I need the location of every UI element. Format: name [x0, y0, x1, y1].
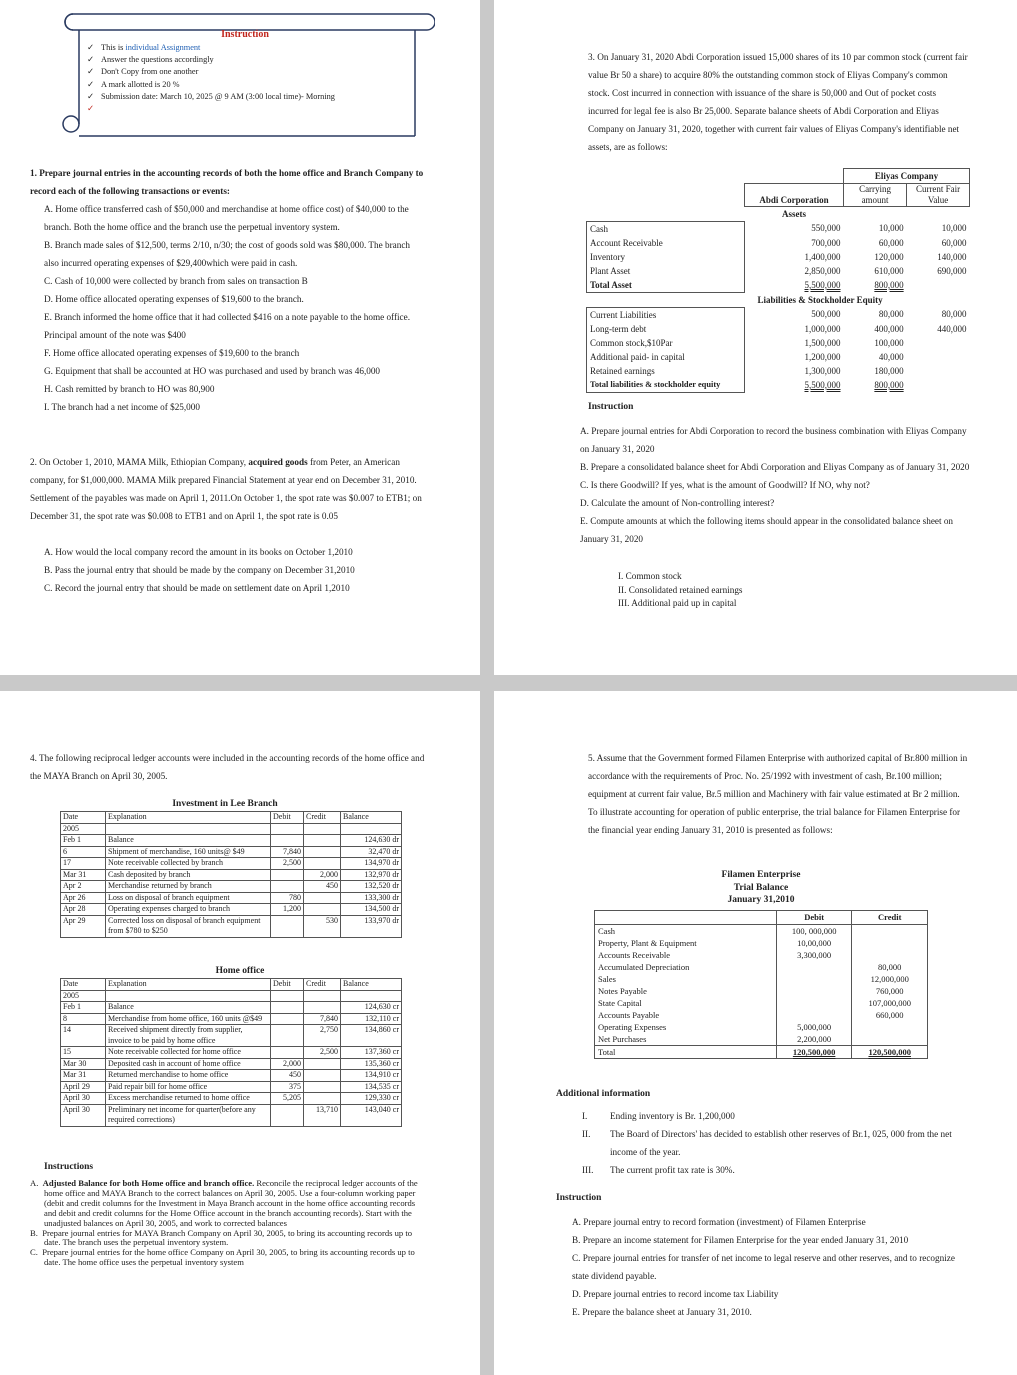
table-cell: 124,630 dr: [341, 835, 402, 847]
table-row: [61, 892, 402, 904]
home-office-ledger-table: [60, 978, 402, 1127]
q4-instructions: [30, 1179, 425, 1268]
table-cell: [271, 915, 304, 937]
q3-subitem: I. Common stock: [618, 571, 682, 581]
table-row: [61, 1093, 402, 1105]
q5-item: C. Prepare journal entries for transfer of net income to legal reserve and other reserves, and to recognize state dividend payable.: [572, 1253, 955, 1281]
table-cell: 107,000,000: [852, 997, 928, 1009]
table-cell: Apr 29: [61, 915, 106, 937]
table-cell: [271, 881, 304, 893]
question-5-text: 5. Assume that the Government formed Filamen Enterprise with authorized capital of Br.800 million in accordance with the requirements of Proc. No. 25/1992 with investment of cash, Br.100 million; equipment at current fair value, Br.5 million and Machinery with fair value estimated at Br 2 million. To illustrate accounting for operation of public enterprise, the trial balance for Filamen Enterprise for the financial year ending January 31, 2010 is presented as follows:: [588, 753, 968, 835]
table-row: [61, 846, 402, 858]
table-cell: 7,840: [271, 846, 304, 858]
table-cell: [271, 1104, 304, 1126]
table-row: Account Receivable 700,000 60,000 60,000: [587, 236, 970, 250]
table-row: [595, 1009, 928, 1021]
table-cell: Paid repair bill for home office: [106, 1081, 271, 1093]
table-cell: Corrected loss on disposal of branch equipment from $780 to $250: [106, 915, 271, 937]
table-cell: [304, 1058, 341, 1070]
table-cell: 134,535 cr: [341, 1081, 402, 1093]
table-cell: [852, 937, 928, 949]
q1-item: G. Equipment that shall be accounted at HO was purchased and used by branch was 46,000: [44, 366, 381, 376]
table-cell: [341, 990, 402, 1002]
table-cell: 17: [61, 858, 106, 870]
tb-title: Filamen Enterprise: [721, 870, 801, 880]
page-2: [494, 0, 1017, 675]
table-cell: Cash: [595, 925, 777, 938]
table-cell: [304, 1070, 341, 1082]
table-cell: Accounts Payable: [595, 1009, 777, 1021]
table-cell: Cash deposited by branch: [106, 869, 271, 881]
additional-item: II. The Board of Directors' has decided to establish other reserves of Br.1, 025, 000 from the net income of the year.: [582, 1129, 952, 1157]
table-cell: Apr 2: [61, 881, 106, 893]
table-cell: Shipment of merchandise, 160 units@ $49: [106, 846, 271, 858]
table-cell: Accounts Receivable: [595, 949, 777, 961]
table-cell: [852, 949, 928, 961]
table-cell: Total: [595, 1046, 777, 1059]
table-cell: 32,470 dr: [341, 846, 402, 858]
table-cell: 120,500,000: [776, 1046, 852, 1059]
q3-item: C. Is there Goodwill? If yes, what is the amount of Goodwill? If NO, why not?: [580, 480, 870, 490]
assets-label: Assets: [781, 209, 806, 219]
additional-item: III. The current profit tax rate is 30%.: [582, 1165, 735, 1175]
col-carrying: Carrying amount: [844, 184, 907, 207]
home-office-title: Home office: [215, 966, 265, 976]
table-cell: Accumulated Depreciation: [595, 961, 777, 973]
table-cell: [271, 990, 304, 1002]
table-row: [61, 1047, 402, 1059]
table-cell: 133,970 dr: [341, 915, 402, 937]
instruction-item: ✓ A mark allotted is 20 %: [87, 79, 407, 91]
q3-item: E. Compute amounts at which the following items should appear in the consolidated balance sheet on January 31, 2020: [580, 516, 954, 544]
q5-item: A. Prepare journal entry to record formation (investment) of Filamen Enterprise: [572, 1217, 866, 1227]
table-cell: 134,910 cr: [341, 1070, 402, 1082]
question-1-items: [44, 200, 424, 416]
table-cell: [776, 1009, 852, 1021]
table-cell: 80,000: [852, 961, 928, 973]
table-cell: 760,000: [852, 985, 928, 997]
table-row: [61, 1013, 402, 1025]
table-row: Retained earnings 1,300,000 180,000: [587, 364, 970, 378]
table-cell: Merchandise from home office, 160 units @$49: [106, 1013, 271, 1025]
q3-subitem: III. Additional paid up in capital: [618, 598, 737, 608]
table-cell: April 30: [61, 1104, 106, 1126]
table-cell: [271, 823, 304, 835]
table-cell: Feb 1: [61, 835, 106, 847]
table-cell: 2,000: [304, 869, 341, 881]
table-cell: 12,000,000: [852, 973, 928, 985]
table-cell: [271, 1025, 304, 1047]
liabilities-label: Liabilities & Stockholder Equity: [757, 294, 883, 305]
table-cell: 5,205: [271, 1093, 304, 1105]
instruction-item: ✓ This is individual Assignment: [87, 42, 407, 54]
table-cell: 134,500 dr: [341, 904, 402, 916]
trial-balance-heading: [588, 869, 934, 907]
table-cell: 134,860 cr: [341, 1025, 402, 1047]
table-row: [61, 1104, 402, 1126]
question-2-text: 2. On October 1, 2010, MAMA Milk, Ethiopian Company, acquired goods from Peter, an American company, for $1,000,000. MAMA Milk prepared Financial Statement at year end on December 31, 2010. Settlement of the payables was made on April 1, 2011.On October 1, the spot rate was $0.007 to ETB1; on December 31, the spot rate was $0.008 to ETB1 and on April 1, the spot rate is 0.05: [30, 457, 422, 521]
table-row: [595, 925, 928, 938]
q3-item: D. Calculate the amount of Non-controlling interest?: [580, 498, 775, 508]
table-row: [595, 1033, 928, 1046]
table-cell: [852, 1021, 928, 1033]
table-row: Cash 550,000 10,000 10,000: [587, 221, 970, 236]
table-cell: Balance: [106, 1002, 271, 1014]
question-4-text: 4. The following reciprocal ledger accounts were included in the accounting records of the home office and the MAYA Branch on April 30, 2005.: [30, 753, 425, 781]
table-cell: 15: [61, 1047, 106, 1059]
q1-item: A. Home office transferred cash of $50,000 and merchandise at home office cost) of $40,000 to the branch. Both the home office and the branch use the perpetual inventory system.: [44, 204, 409, 232]
table-cell: Operating Expenses: [595, 1021, 777, 1033]
table-row: [595, 973, 928, 985]
table-cell: 1,200: [271, 904, 304, 916]
table-cell: April 29: [61, 1081, 106, 1093]
instructions-label: Instructions: [44, 1162, 94, 1172]
table-cell: 100, 000,000: [776, 925, 852, 938]
q1-item: F. Home office allocated operating expenses of $19,600 to the branch: [44, 348, 300, 358]
table-cell: Notes Payable: [595, 985, 777, 997]
page-1: [0, 0, 480, 675]
table-cell: Note receivable collected by branch: [106, 858, 271, 870]
table-cell: 6: [61, 846, 106, 858]
table-cell: [852, 925, 928, 938]
table-cell: 530: [304, 915, 341, 937]
table-row: [61, 1081, 402, 1093]
investment-title: Investment in Lee Branch: [172, 799, 278, 809]
table-row: Total liabilities & stockholder equity 5,500,000 800,000: [587, 378, 970, 393]
table-cell: [776, 997, 852, 1009]
table-cell: [304, 904, 341, 916]
table-cell: 375: [271, 1081, 304, 1093]
table-cell: [304, 1002, 341, 1014]
table-row: [61, 869, 402, 881]
table-row: [61, 990, 402, 1002]
instruction-list: [87, 42, 407, 103]
table-cell: 129,330 cr: [341, 1093, 402, 1105]
table-row: [61, 904, 402, 916]
table-cell: [304, 823, 341, 835]
table-cell: Mar 30: [61, 1058, 106, 1070]
table-cell: Mar 31: [61, 869, 106, 881]
table-cell: 132,970 dr: [341, 869, 402, 881]
q2-item: B. Pass the journal entry that should be made by the company on December 31,2010: [44, 565, 355, 575]
table-cell: 132,110 cr: [341, 1013, 402, 1025]
question-3-text: 3. On January 31, 2020 Abdi Corporation issued 15,000 shares of its 10 par common stock (current fair value Br 50 a share) to acquire 80% the outstanding common stock of Eliyas Company's common stock. Cost incurred in connection with issuance of the share is 50,000 and Out of pocket costs incurred for legal fee is also Br 25,000. Separate balance sheets of Abdi Corporation and Eliyas Company on January 31, 2020, together with current fair values of Eliyas Company's identifiable net assets, are as follows:: [588, 52, 968, 152]
table-row: Current Liabilities 500,000 80,000 80,000: [587, 307, 970, 322]
table-cell: 2,750: [304, 1025, 341, 1047]
table-cell: 120,500,000: [852, 1046, 928, 1059]
additional-info-list: [582, 1107, 968, 1179]
table-cell: Deposited cash in account of home office: [106, 1058, 271, 1070]
table-cell: 5,000,000: [776, 1021, 852, 1033]
table-cell: 133,300 dr: [341, 892, 402, 904]
table-row: [61, 823, 402, 835]
table-cell: 2,000: [271, 1058, 304, 1070]
table-cell: Returned merchandise to home office: [106, 1070, 271, 1082]
table-cell: [271, 835, 304, 847]
investment-ledger-table: [60, 811, 402, 938]
table-cell: Mar 31: [61, 1070, 106, 1082]
table-cell: Apr 28: [61, 904, 106, 916]
table-cell: 14: [61, 1025, 106, 1047]
table-cell: [776, 973, 852, 985]
table-row: [595, 937, 928, 949]
q2-item: A. How would the local company record the amount in its books on October 1,2010: [44, 547, 353, 557]
table-cell: Apr 26: [61, 892, 106, 904]
table-cell: [271, 1002, 304, 1014]
table-cell: 450: [304, 881, 341, 893]
table-row: Common stock,$10Par 1,500,000 100,000: [587, 336, 970, 350]
table-cell: [852, 1033, 928, 1046]
table-cell: 7,840: [304, 1013, 341, 1025]
table-row: [595, 949, 928, 961]
table-cell: [304, 1081, 341, 1093]
table-cell: 2,500: [304, 1047, 341, 1059]
table-cell: Sales: [595, 973, 777, 985]
table-cell: [304, 858, 341, 870]
table-cell: 450: [271, 1070, 304, 1082]
table-cell: 10,00,000: [776, 937, 852, 949]
instruction-label: Instruction: [556, 1193, 602, 1203]
table-cell: 8: [61, 1013, 106, 1025]
table-row: [595, 997, 928, 1009]
q5-item: E. Prepare the balance sheet at January 31, 2010.: [572, 1307, 752, 1317]
q1-item: C. Cash of 10,000 were collected by branch from sales on transaction B: [44, 276, 308, 286]
table-cell: 2,200,000: [776, 1033, 852, 1046]
q1-item: E. Branch informed the home office that it had collected $416 on a note payable to the home office. Principal amount of the note was $400: [44, 312, 411, 340]
q5-item: D. Prepare journal entries to record income tax Liability: [572, 1289, 779, 1299]
table-cell: 132,520 dr: [341, 881, 402, 893]
question-2-items: [44, 543, 424, 597]
table-cell: [271, 1013, 304, 1025]
q4-instruction-c: C. Prepare journal entries for the home office Company on April 30, 2005, to bring its accounting records up to date. The home office uses the perpetual inventory system: [30, 1247, 415, 1268]
q3-item: B. Prepare a consolidated balance sheet for Abdi Corporation and Eliyas Company as of January 31, 2020: [580, 462, 970, 472]
q5-item: B. Prepare an income statement for Filamen Enterprise for the year ended January 31, 2010: [572, 1235, 909, 1245]
instruction-title: Instruction: [221, 29, 269, 40]
instruction-scroll-banner: [55, 12, 435, 140]
table-cell: State Capital: [595, 997, 777, 1009]
table-cell: 2005: [61, 823, 106, 835]
table-row: [61, 881, 402, 893]
q3-subitem: II. Consolidated retained earnings: [618, 584, 743, 595]
table-cell: [304, 846, 341, 858]
page-4: [494, 691, 1017, 1375]
table-cell: [304, 892, 341, 904]
table-row: [61, 1025, 402, 1047]
q1-item: D. Home office allocated operating expenses of $19,600 to the branch.: [44, 294, 304, 304]
question-5-items: [572, 1213, 970, 1321]
table-row: [595, 1021, 928, 1033]
table-cell: 134,970 dr: [341, 858, 402, 870]
table-row: Inventory 1,400,000 120,000 140,000: [587, 250, 970, 264]
table-cell: April 30: [61, 1093, 106, 1105]
table-cell: [304, 990, 341, 1002]
col-abdi: Abdi Corporation: [744, 184, 843, 207]
q4-instruction-a: A. Adjusted Balance for both Home office and branch office. Reconcile the reciprocal ledger accounts of the home office and MAYA Branch to the correct balances on April 30, 2005. Use a four-column working paper (debit and credit columns for the Investment in Maya Branch account in the home office accounting records and debit and credit columns for the Home Office account in the branch accounting records). Start with the unadjusted balances on April 30, 2005, and work to corrected balances: [30, 1178, 418, 1228]
table-cell: [304, 1093, 341, 1105]
table-cell: [271, 869, 304, 881]
table-cell: 2,500: [271, 858, 304, 870]
table-header: Date Explanation Debit Credit Balance: [61, 812, 402, 824]
table-cell: Loss on disposal of branch equipment: [106, 892, 271, 904]
q1-item: I. The branch had a net income of $25,000: [44, 402, 200, 412]
table-cell: [271, 1047, 304, 1059]
col-fair: Current Fair Value: [907, 184, 970, 207]
table-cell: 143,040 cr: [341, 1104, 402, 1126]
table-cell: 660,000: [852, 1009, 928, 1021]
tb-date: January 31,2010: [727, 895, 795, 905]
table-cell: 13,710: [304, 1104, 341, 1126]
table-cell: 124,630 cr: [341, 1002, 402, 1014]
table-row: Plant Asset 2,850,000 610,000 690,000: [587, 264, 970, 278]
table-row: Total Asset 5,500,000 800,000: [587, 278, 970, 293]
table-cell: [776, 961, 852, 973]
instruction-item: ✓ Answer the questions accordingly: [87, 54, 407, 66]
table-cell: Net Purchases: [595, 1033, 777, 1046]
balance-sheet-table: [586, 168, 970, 393]
table-cell: Excess merchandise returned to home office: [106, 1093, 271, 1105]
group-header: Eliyas Company: [844, 169, 970, 184]
table-row: [595, 961, 928, 973]
table-cell: [341, 823, 402, 835]
additional-item: I. Ending inventory is Br. 1,200,000: [582, 1111, 735, 1121]
table-row: Additional paid- in capital 1,200,000 40,000: [587, 350, 970, 364]
table-cell: 780: [271, 892, 304, 904]
table-cell: 135,360 cr: [341, 1058, 402, 1070]
table-cell: Note receivable collected for home office: [106, 1047, 271, 1059]
q1-item: B. Branch made sales of $12,500, terms 2/10, n/30; the cost of goods sold was $80,000. The branch also incurred operating expenses of $29,400which were paid in cash.: [44, 240, 410, 268]
table-cell: Feb 1: [61, 1002, 106, 1014]
question-1-title: 1. Prepare journal entries in the accounting records of both the home office and Branch Company to record each of the following transactions or events:: [30, 168, 424, 196]
additional-info-label: Additional information: [556, 1089, 651, 1099]
q3-item: A. Prepare journal entries for Abdi Corporation to record the business combination with Eliyas Company on January 31, 2020: [580, 426, 967, 454]
table-row: [595, 985, 928, 997]
table-row: [61, 835, 402, 847]
table-cell: Preliminary net income for quarter(before any required corrections): [106, 1104, 271, 1126]
table-header: Debit Credit: [595, 911, 928, 925]
table-cell: [776, 985, 852, 997]
table-row: [595, 1046, 928, 1059]
table-row: [61, 1058, 402, 1070]
instruction-item: ✓ Submission date: March 10, 2025 @ 9 AM (3:00 local time)- Morning: [87, 91, 407, 103]
tb-subtitle: Trial Balance: [733, 882, 789, 893]
table-cell: 2005: [61, 990, 106, 1002]
table-row: [61, 1002, 402, 1014]
table-row: Long-term debt 1,000,000 400,000 440,000: [587, 322, 970, 336]
q4-instruction-b: B. Prepare journal entries for MAYA Branch Company on April 30, 2005, to bring its accounting records up to date. The branch uses the perpetual inventory system.: [30, 1227, 413, 1248]
table-cell: [106, 990, 271, 1002]
table-cell: Received shipment directly from supplier, invoice to be paid by home office: [106, 1025, 271, 1047]
instruction-item: ✓ Don't Copy from one another: [87, 66, 407, 78]
table-cell: Property, Plant & Equipment: [595, 937, 777, 949]
instruction-label: Instruction: [588, 402, 634, 412]
q2-item: C. Record the journal entry that should be made on settlement date on April 1,2010: [44, 583, 350, 593]
table-cell: Balance: [106, 835, 271, 847]
table-cell: 3,300,000: [776, 949, 852, 961]
table-row: [61, 1070, 402, 1082]
table-cell: Merchandise returned by branch: [106, 881, 271, 893]
table-cell: 137,360 cr: [341, 1047, 402, 1059]
table-header: Date Explanation Debit Credit Balance: [61, 979, 402, 991]
question-3-items: [580, 422, 970, 548]
question-3-subitems: [618, 570, 743, 611]
q1-item: H. Cash remitted by branch to HO was 80,900: [44, 384, 215, 394]
table-row: [61, 858, 402, 870]
table-cell: Operating expenses charged to branch: [106, 904, 271, 916]
trial-balance-table: [594, 910, 928, 1059]
table-cell: [106, 823, 271, 835]
table-cell: [304, 835, 341, 847]
table-row: [61, 915, 402, 937]
page-3: [0, 691, 480, 1375]
